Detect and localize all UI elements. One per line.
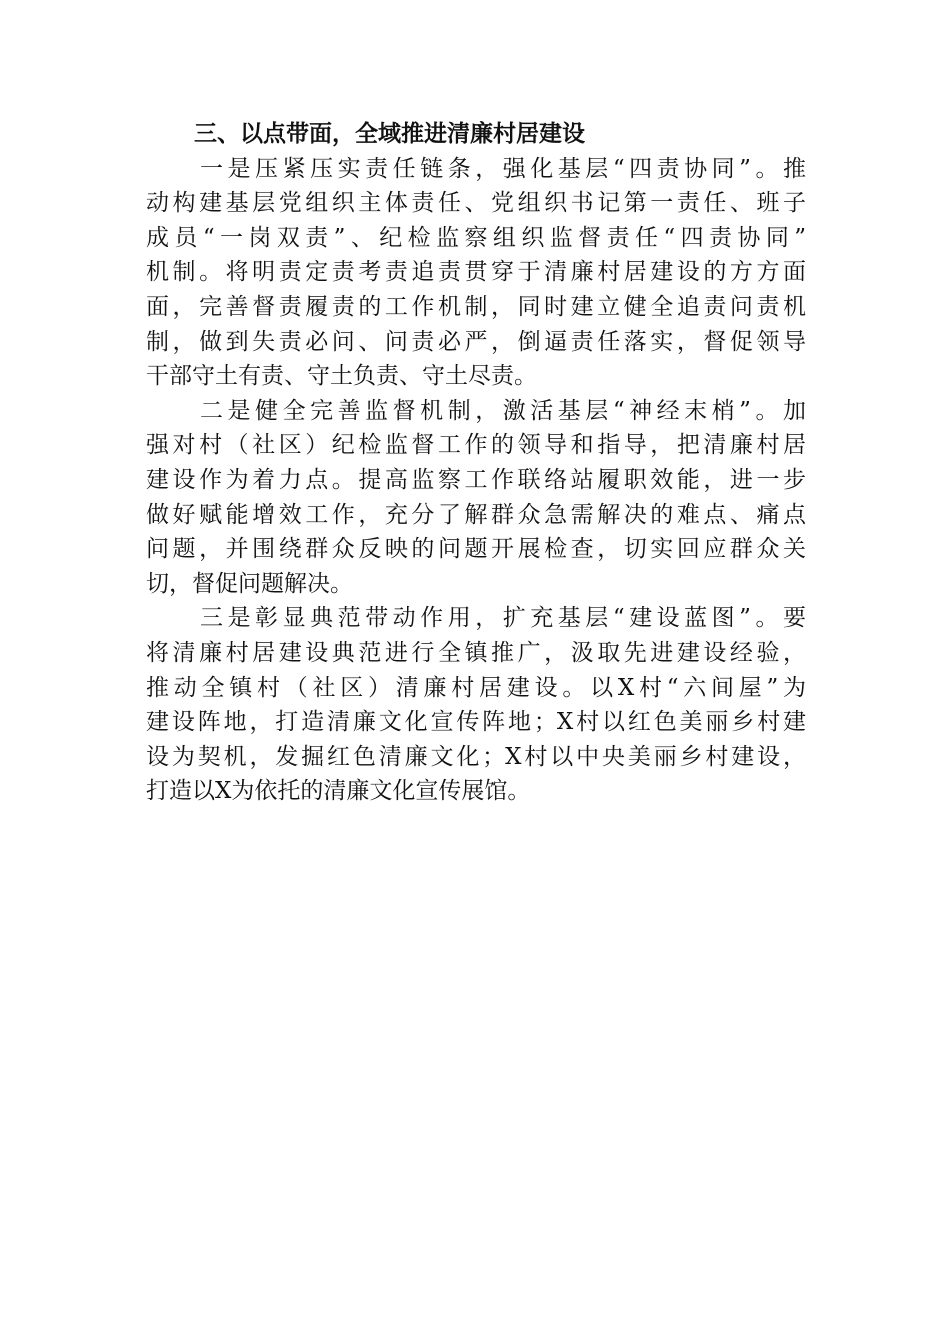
text-line: 一是压紧压实责任链条，强化基层“四责协同”。推 <box>200 155 806 182</box>
text-line: 机制。将明责定责考责追责贯穿于清廉村居建设的方方面 <box>146 259 806 286</box>
text-line: 设为契机，发掘红色清廉文化；X村以中央美丽乡村建设， <box>146 743 806 770</box>
text-line: 问题，并围绕群众反映的问题开展检查，切实回应群众关 <box>146 536 806 563</box>
text-line: 做好赋能增效工作，充分了解群众急需解决的难点、痛点 <box>146 501 806 528</box>
text-line: 三是彰显典范带动作用，扩充基层“建设蓝图”。要 <box>200 605 806 632</box>
text-line: 强对村（社区）纪检监督工作的领导和指导，把清廉村居 <box>146 432 806 459</box>
text-line: 切，督促问题解决。 <box>146 570 353 597</box>
text-line: 将清廉村居建设典范进行全镇推广，汲取先进建设经验， <box>146 639 806 666</box>
text-line: 二是健全完善监督机制，激活基层“神经末梢”。加 <box>200 397 806 424</box>
text-line: 打造以X为依托的清廉文化宣传展馆。 <box>146 778 531 805</box>
paragraph-exemplar <box>146 601 806 809</box>
text-line: 建设作为着力点。提高监察工作联络站履职效能，进一步 <box>146 466 806 493</box>
text-line: 推动全镇村（社区）清廉村居建设。以X村“六间屋”为 <box>146 674 806 701</box>
text-line: 制，做到失责必问、问责必严，倒逼责任落实，督促领导 <box>146 328 806 355</box>
paragraph-supervision <box>146 394 806 602</box>
section-heading: 三、以点带面，全域推进清廉村居建设 <box>194 121 585 147</box>
text-line: 成员“一岗双责”、纪检监察组织监督责任“四责协同” <box>146 224 806 251</box>
text-line: 建设阵地，打造清廉文化宣传阵地；X村以红色美丽乡村建 <box>146 709 806 736</box>
text-line: 动构建基层党组织主体责任、党组织书记第一责任、班子 <box>146 190 806 217</box>
paragraph-responsibility <box>146 152 806 394</box>
text-line: 面，完善督责履责的工作机制，同时建立健全追责问责机 <box>146 293 806 320</box>
document-body <box>146 117 806 809</box>
text-line: 干部守土有责、守土负责、守土尽责。 <box>146 363 537 390</box>
